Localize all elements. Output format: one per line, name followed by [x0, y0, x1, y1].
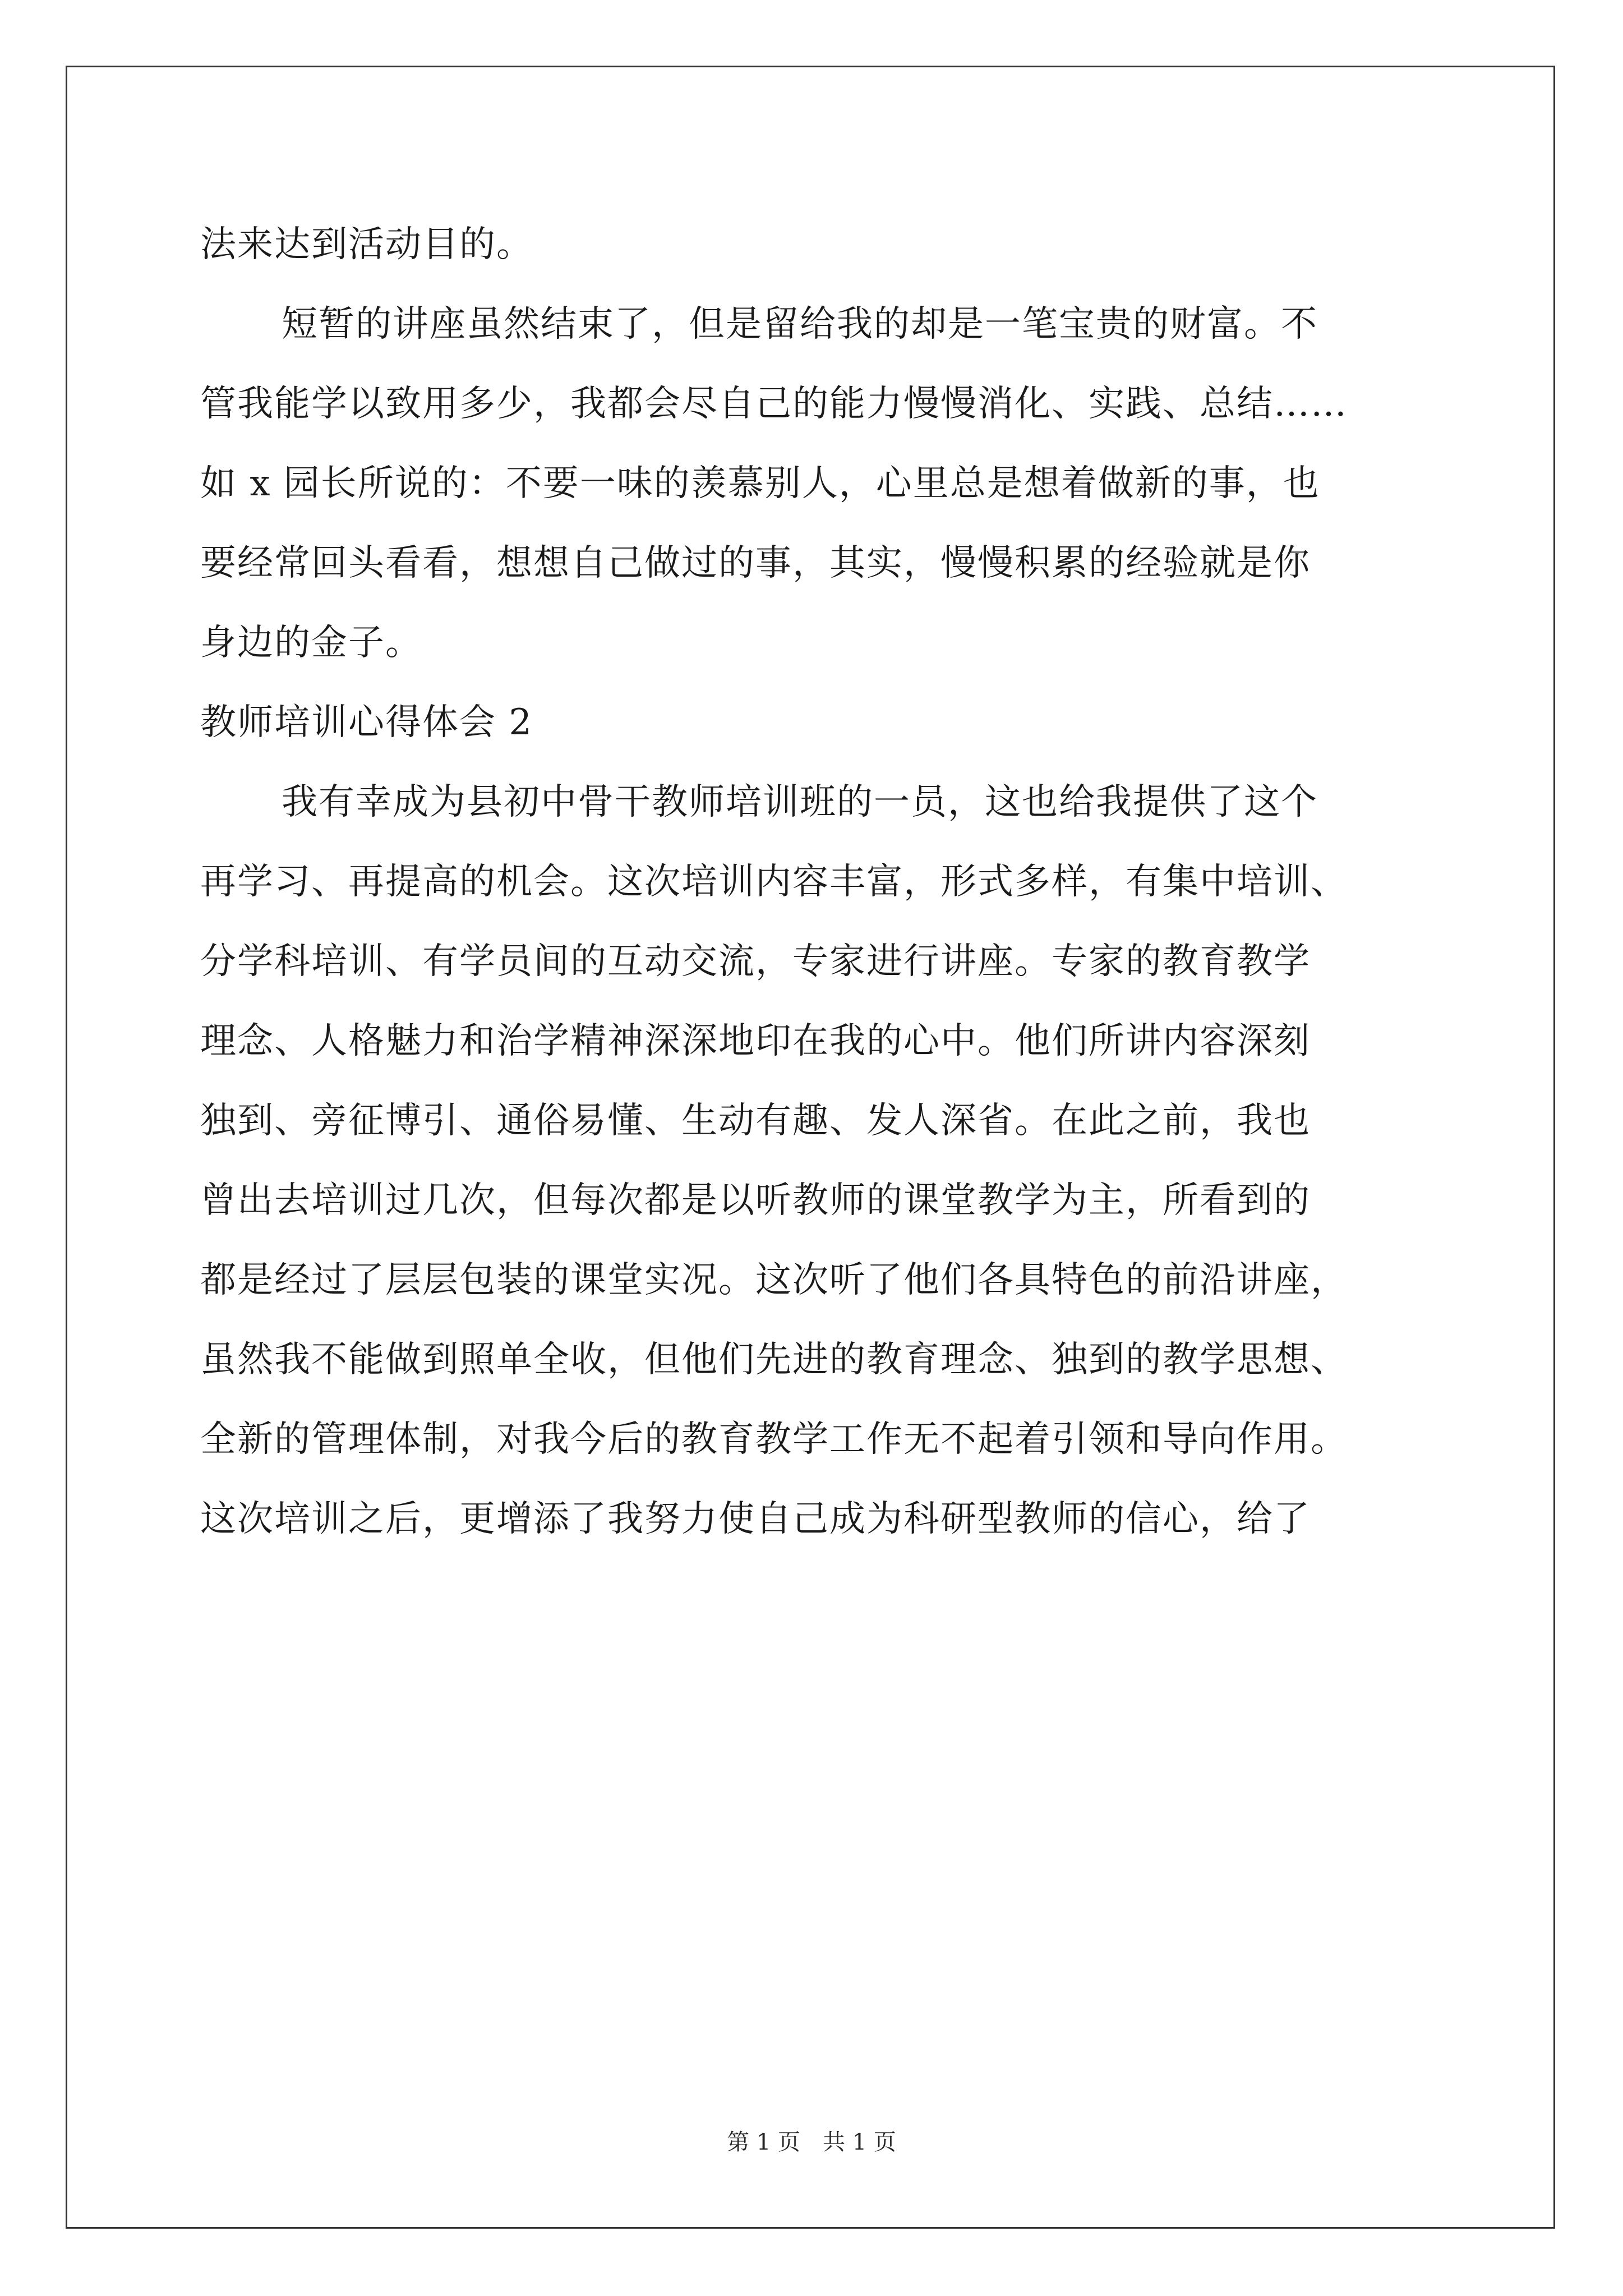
text-line: 身边的金子。: [200, 622, 422, 664]
text-line: 要经常回头看看，想想自己做过的事，其实，慢慢积累的经验就是你: [200, 542, 1311, 584]
text-line: 如 x 园长所说的：不要一味的羡慕别人，心里总是想着做新的事，也: [200, 463, 1320, 504]
text-line: 管我能学以致用多少，我都会尽自己的能力慢慢消化、实践、总结……: [200, 383, 1348, 425]
section-heading: 教师培训心得体会 2: [200, 702, 533, 743]
page-footer: 第 1 页 共 1 页: [727, 2129, 896, 2155]
text-line: 分学科培训、有学员间的互动交流，专家进行讲座。专家的教育教学: [200, 941, 1311, 982]
text-line: 法来达到活动目的。: [200, 224, 533, 265]
text-line: 再学习、再提高的机会。这次培训内容丰富，形式多样，有集中培训、: [200, 861, 1348, 903]
text-line: 独到、旁征博引、通俗易懂、生动有趣、发人深省。在此之前，我也: [200, 1100, 1311, 1142]
text-line: 都是经过了层层包装的课堂实况。这次听了他们各具特色的前沿讲座，: [200, 1259, 1348, 1301]
text-line: 曾出去培训过几次，但每次都是以听教师的课堂教学为主，所看到的: [200, 1180, 1311, 1221]
text-line: 全新的管理体制，对我今后的教育教学工作无不起着引领和导向作用。: [200, 1419, 1348, 1460]
text-line: 我有幸成为县初中骨干教师培训班的一员，这也给我提供了这个: [282, 781, 1318, 823]
text-line: 虽然我不能做到照单全收，但他们先进的教育理念、独到的教学思想、: [200, 1339, 1348, 1381]
text-line: 这次培训之后，更增添了我努力使自己成为科研型教师的信心，给了: [200, 1498, 1311, 1540]
text-line: 理念、人格魅力和治学精神深深地印在我的心中。他们所讲内容深刻: [200, 1020, 1311, 1062]
document-body: [200, 205, 1442, 1559]
text-line: 短暂的讲座虽然结束了，但是留给我的却是一笔宝贵的财富。不: [282, 303, 1318, 345]
